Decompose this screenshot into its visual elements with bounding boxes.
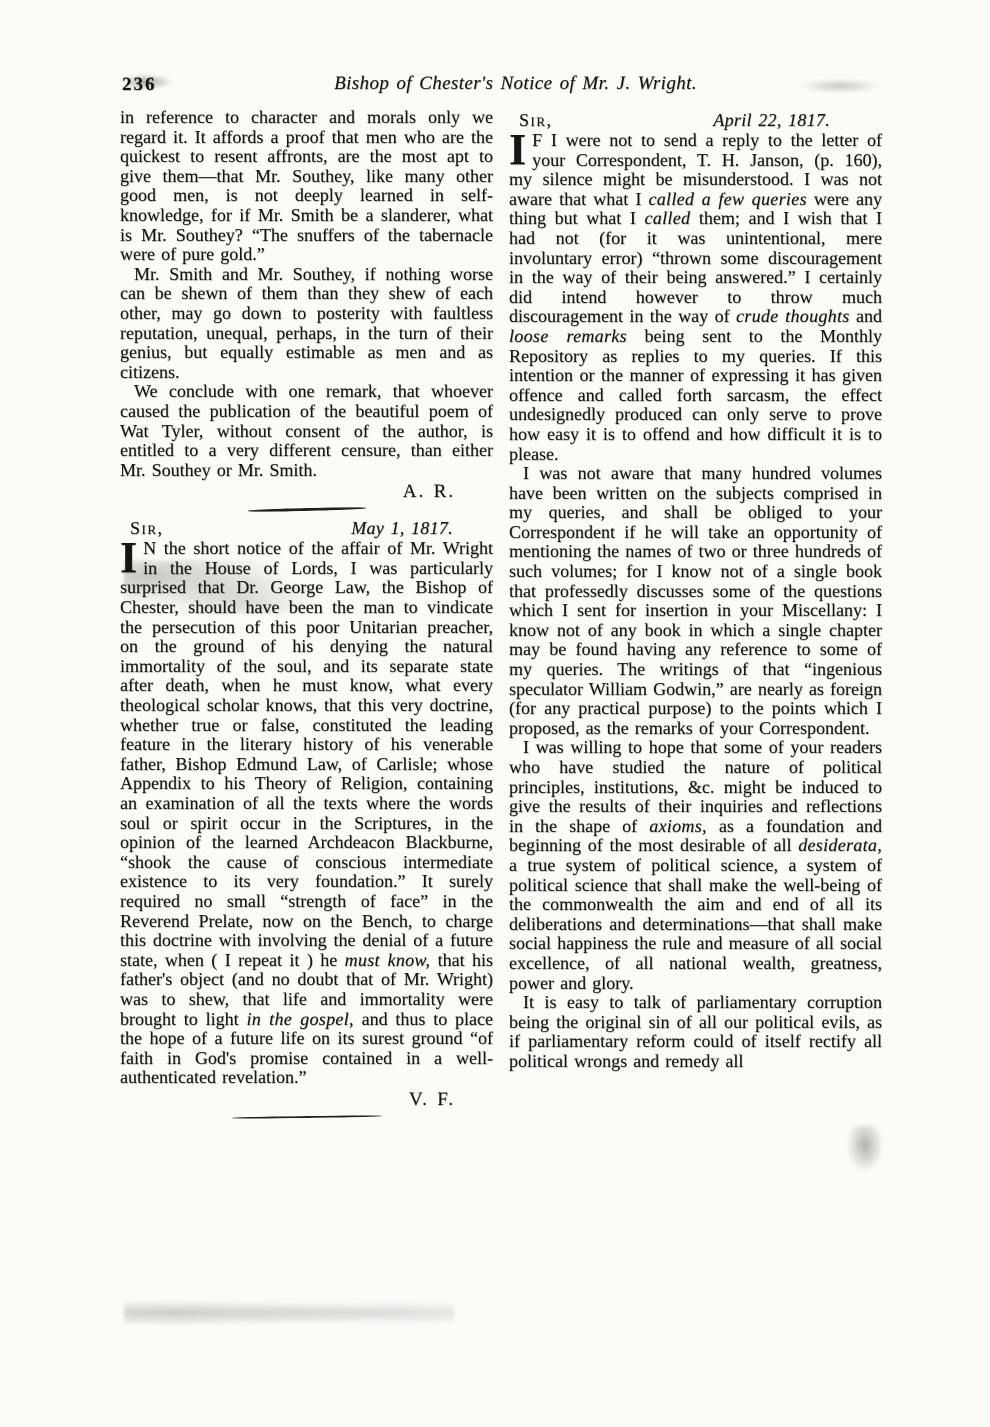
left-column — [120, 108, 493, 1123]
divider-rule — [231, 1115, 381, 1119]
letter-paragraph — [509, 125, 882, 464]
review-paragraph: in reference to character and morals only we regard it. It affords a proof that men who are the quickest to resent affronts, are the most apt to give them—that Mr. Southey, like many other good men, is not deeply learned in self-knowledge, for if Mr. Smith be a slanderer, what is Mr. Southey? “The snuffers of the tabernacle were of pure gold.” — [120, 107, 493, 265]
letter-salutation-row — [120, 518, 493, 539]
page-number: 236 — [122, 74, 157, 95]
right-column — [509, 108, 882, 1123]
running-title: Bishop of Chester's Notice of Mr. J. Wright. — [334, 73, 697, 94]
letter-body — [120, 533, 494, 1088]
section-divider — [120, 1110, 493, 1123]
letter-paragraph-text: F I were not to send a reply to the letter of your Correspondent, T. H. Janson, (p. 160), my silence might be misunderstood. I was not aware that what I called a few queries were any thing but what I called them; and I wish that I had not (for it was unintentional, mere involuntary error) “thrown some discouragement in the way of their being answered.” I certainly did intend however to throw much discouragement in the way of crude thoughts and loose remarks being sent to the Monthly Repository as replies to my queries. If this intention or the manner of expressing it has given offence and called forth sarcasm, the effect undesignedly produced can only serve to prove how easy it is to offend and how difficult it is to please. — [509, 130, 882, 464]
letter-dropcap: I — [120, 533, 138, 583]
page-header — [120, 72, 882, 100]
letter-paragraph: I was willing to hope that some of your readers who have studied the nature of political principles, institutions, &c. might be induced to give the results of their inquiries and reflections in the shape of axioms, as a foundation and beginning of the most desirable of all desiderata, a true system of political science, a system of political science that shall make the well-being of the commonwealth the aim and end of all its deliberations and determinations—that shall make social happiness the rule and measure of all social excellence, of all national wealth, greatness, power and glory. — [509, 737, 882, 993]
review-paragraph: We conclude with one remark, that whoever caused the publication of the beautiful poem of Wat Tyler, without consent of the author, is entitled to a very different censure, than either Mr. Southey or Mr. Smith. — [120, 381, 493, 480]
letter-body-text: N the short notice of the affair of Mr. Wright in the House of Lords, I was particularly surprised that Dr. George Law, the Bishop of Chester, should have been the man to vindicate the persecution of this poor Unitarian preacher, on the ground of his denying the natural immortality of the soul, and its separate state after death, when he must know, what every theological scholar knows, that this very doctrine, whether true or false, constituted the leading feature in the literary history of his venerable father, Bishop Edmund Law, of Carlisle; whose Appendix to his Theory of Religion, containing an examination of all the texts where the words soul or spirit occur in the Scriptures, in the opinion of the learned Archdeacon Blackburne, “shook the cause of conscious intermediate existence to its very foundation.” It surely required no small “strength of face” in the Reverend Prelate, now on the Bench, to charge this doctrine with involving the denial of a future state, when ( I repeat it ) he must know, that his father's object (and no doubt that of Mr. Wright) was to shew, that life and immortality were brought to light in the gospel, and thus to place the hope of a future life on its surest ground “of faith in God's promise contained in a well-authenticated revelation.” — [120, 538, 494, 1088]
letter-salutation: Sir, — [130, 518, 164, 539]
divider-rule — [247, 507, 365, 513]
letter-salutation-row — [509, 110, 882, 131]
section-divider — [120, 502, 493, 516]
ink-smudge — [124, 1296, 454, 1330]
review-paragraph: Mr. Smith and Mr. Southey, if nothing worse can be shewn of them than they shew of each other, may go down to posterity with faultless reputation, unequal, perhaps, in the turn of their genius, but equally estimable as men and as citizens. — [120, 263, 493, 382]
letter-date: May 1, 1817. — [351, 518, 453, 539]
letter-salutation: Sir, — [519, 110, 553, 130]
review-signature: A. R. — [402, 481, 455, 503]
text-columns — [120, 108, 882, 1123]
letter-dropcap: I — [509, 125, 527, 174]
ink-smudge — [845, 1125, 885, 1175]
letter-signature: V. F. — [408, 1088, 455, 1110]
letter-date: April 22, 1817. — [713, 110, 830, 130]
letter-paragraph: I was not aware that many hundred volumes have been written on the subjects comprised in my queries, and shall be obliged to your Correspondent if he will take an opportunity of mentioning the names of two or three hundreds of such volumes; for I know not of a single book that professedly discusses some of the questions which I sent for insertion in your Miscellany: I know not of any book in which a single chapter may be found having any reference to some of my queries. The writings of that “ingenious speculator William Godwin,” are nearly as foreign (for any practical purpose) to the points which I proposed, as the remarks of your Correspondent. — [509, 463, 882, 738]
letter-paragraph: It is easy to talk of parliamentary corruption being the original sin of all our political evils, as if parliamentary reform could of itself rectify all political wrongs and remedy all — [509, 992, 882, 1071]
